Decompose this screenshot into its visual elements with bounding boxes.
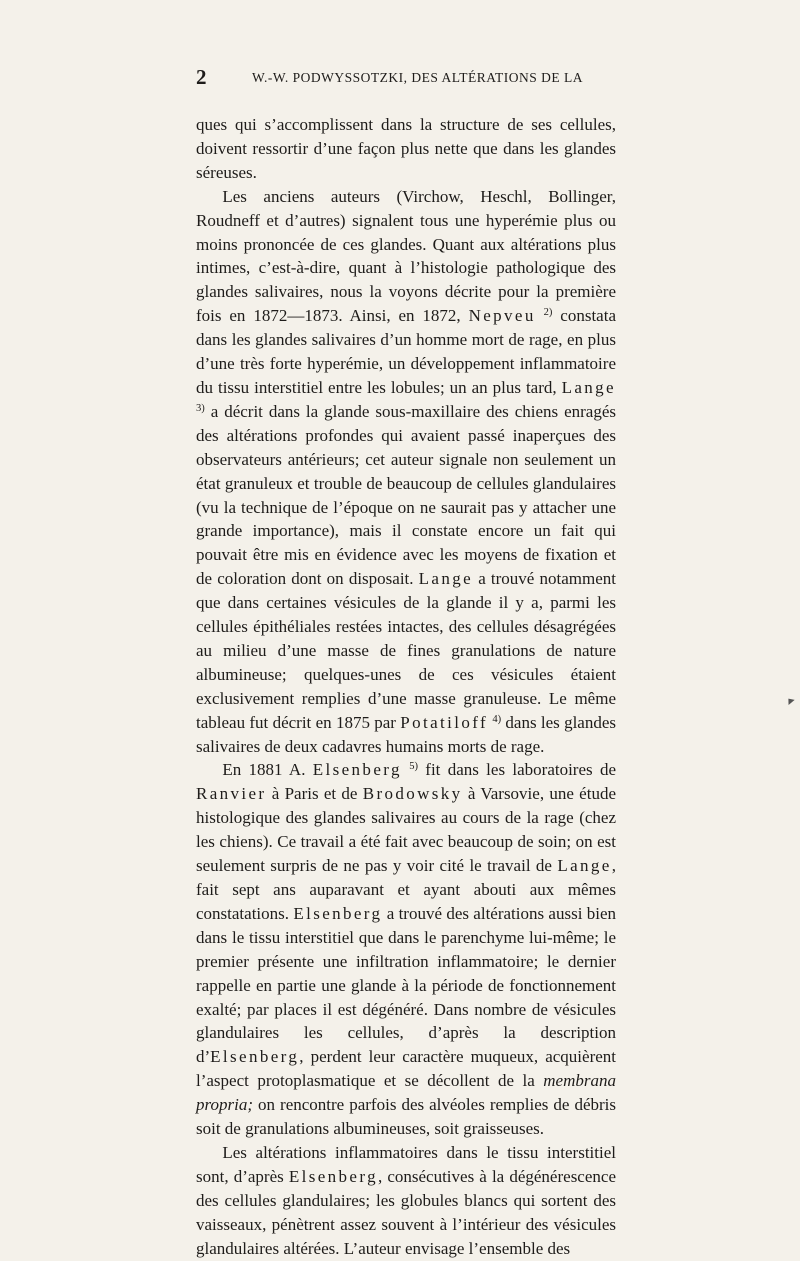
paragraph — [196, 185, 616, 759]
author-name: Potatiloff — [400, 712, 488, 732]
author-name: Brodowsky — [362, 784, 463, 804]
footnote-ref: 3) — [196, 403, 205, 415]
text-run: a trouvé des altérations aussi bien dans le tissu interstitiel que dans le parenchyme lui-même; le premier présente une infiltration inflammatoire; le dernier rappelle en partie une glande à la période de fonctionnement exalté; par places il est dégénéré. Dans nombre de vésicules glandulaires les cellules, d’après la description d’ — [196, 903, 616, 1067]
page-number: 2 — [196, 65, 207, 89]
paragraph — [196, 1141, 616, 1261]
text-run: , consécutives à la dégénérescence des cellules glandulaires; les globules blancs qui sortent des vaisseaux, pénètrent assez souvent à l’intérieur des vésicules glandulaires altérées. L’auteur envisage l’ensemble des — [196, 1166, 616, 1258]
text-run: à Varsovie, une étude histologique des glandes salivaires au cours de la rage (chez les chiens). Ce travail a été fait avec beaucoup de soin; on est seulement surpris de ne pas y voir cité le travail de — [196, 784, 616, 876]
author-name: Elsenberg — [288, 1166, 378, 1186]
running-title: W.-W. PODWYSSOTZKI, DES ALTÉRATIONS DE LA — [252, 70, 584, 85]
footnote-ref: 5) — [409, 761, 418, 773]
running-head — [196, 66, 616, 88]
footnote-ref: 2) — [543, 307, 553, 319]
footnote-ref: 4) — [492, 713, 502, 725]
italic-term: membrana propria; — [196, 1071, 616, 1115]
text-run: Les altérations inflammatoires dans le tissu interstitiel sont, d’après — [196, 1142, 616, 1186]
text-run: ques qui s’accomplissent dans la structure de ses cellules, doivent ressortir d’une façon plus nette que dans les glandes séreuses. — [196, 115, 616, 182]
text-run: Les anciens auteurs (Virchow, Heschl, Bollinger, Roudneff et d’autres) signalent tous une hyperémie plus ou moins prononcée de ces glandes. Quant aux altérations plus intimes, c’est-à-dire, quant à l’histologie pathologique des glandes salivaires, nous la voyons décrite pour la première fois en 1872—1873. Ainsi, en 1872, — [196, 186, 616, 326]
text-run: dans les glandes salivaires de deux cadavres humains morts de rage. — [196, 712, 616, 756]
author-name: Elsenberg — [293, 903, 383, 923]
text-run: , perdent leur caractère muqueux, acquièrent l’aspect protoplasmatique et se décollent de la — [196, 1047, 616, 1091]
author-name: Ranvier — [196, 784, 267, 804]
paragraph — [196, 113, 616, 185]
text-run: à Paris et de — [266, 784, 363, 804]
author-name: Lange — [557, 856, 612, 876]
text-run: fit dans les laboratoires de — [417, 760, 616, 780]
text-run: En 1881 A. — [222, 760, 313, 780]
author-name: Lange — [418, 569, 474, 589]
text-run: a trouvé notamment que dans certaines vésicules de la glande il y a, parmi les cellules épithéliales restées intactes, des cellules désagrégées au milieu d’une masse de fines granulations de nature albumineuse; quelques-unes de ces vésicules étaient exclusivement remplies d’une masse granuleuse. Le même tableau fut décrit en 1875 par — [196, 569, 616, 732]
body-text — [196, 113, 616, 1261]
author-name: Elsenberg — [312, 760, 402, 780]
text-run — [536, 306, 544, 325]
text-run: on rencontre parfois des alvéoles remplies de débris soit de granulations albumineuses, soit graisseuses. — [196, 1095, 616, 1139]
author-name: Nepveu — [468, 306, 536, 326]
author-name: Elsenberg — [210, 1047, 300, 1067]
text-run: constata dans les glandes salivaires d’un homme mort de rage, en plus d’une très forte hyperémie, un développement inflammatoire du tissu interstitiel entre les lobules; un an plus tard, — [196, 306, 616, 397]
text-run: , fait sept ans auparavant et ayant abouti aux mêmes constatations. — [196, 856, 616, 923]
paragraph — [196, 758, 616, 1141]
author-name: Lange — [561, 377, 616, 397]
text-run: a décrit dans la glande sous-maxillaire des chiens enragés des altérations profondes qui avaient passé inaperçues des observateurs antérieurs; cet auteur signale non seulement un état granuleux et trouble de beaucoup de cellules glandulaires (vu la technique de l’époque on ne saurait pas y attacher une grande importance), mais il constate encore un fait qui pouvait être mis en évidence avec les moyens de fixation et de coloration dont on disposait. — [196, 401, 616, 589]
margin-mark-icon — [785, 696, 794, 705]
